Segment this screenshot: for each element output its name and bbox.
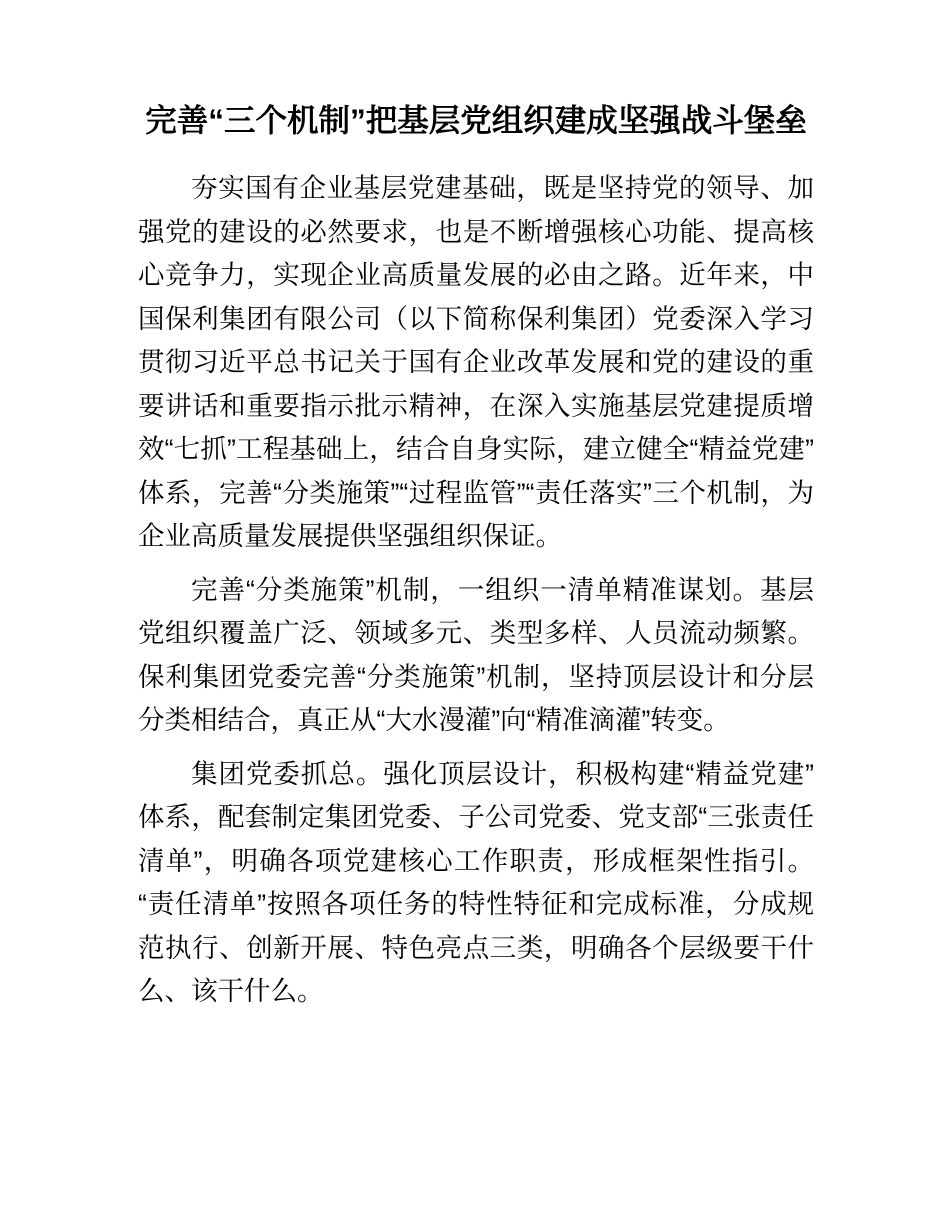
paragraph-1: 夯实国有企业基层党建基础，既是坚持党的领导、加强党的建设的必然要求，也是不断增强核心功能、提高核心竞争力，实现企业高质量发展的必由之路。近年来，中国保利集团有限公司（以下简称保利集团）党委深入学习贯彻习近平总书记关于国有企业改革发展和党的建设的重要讲话和重要指示批示精神，在深入实施基层党建提质增效“七抓”工程基础上，结合自身实际，建立健全“精益党建”体系，完善“分类施策”“过程监管”“责任落实”三个机制，为企业高质量发展提供坚强组织保证。 bbox=[138, 173, 814, 551]
paragraph-2: 完善“分类施策”机制，一组织一清单精准谋划。基层党组织覆盖广泛、领域多元、类型多样、人员流动频繁。保利集团党委完善“分类施策”机制，坚持顶层设计和分层分类相结合，真正从“大水漫灌”向“精准滴灌”转变。 bbox=[138, 574, 814, 735]
document-content-column bbox=[138, 0, 814, 1014]
document-body bbox=[138, 167, 814, 1014]
paragraph-3: 集团党委抓总。强化顶层设计，积极构建“精益党建”体系，配套制定集团党委、子公司党委、党支部“三张责任清单”，明确各项党建核心工作职责，形成框架性指引。“责任清单”按照各项任务的特性特征和完成标准，分成规范执行、创新开展、特色亮点三类，明确各个层级要干什么、该干什么。 bbox=[138, 758, 814, 1006]
page-title: 完善“三个机制”把基层党组织建成坚强战斗堡垒 bbox=[145, 102, 807, 138]
